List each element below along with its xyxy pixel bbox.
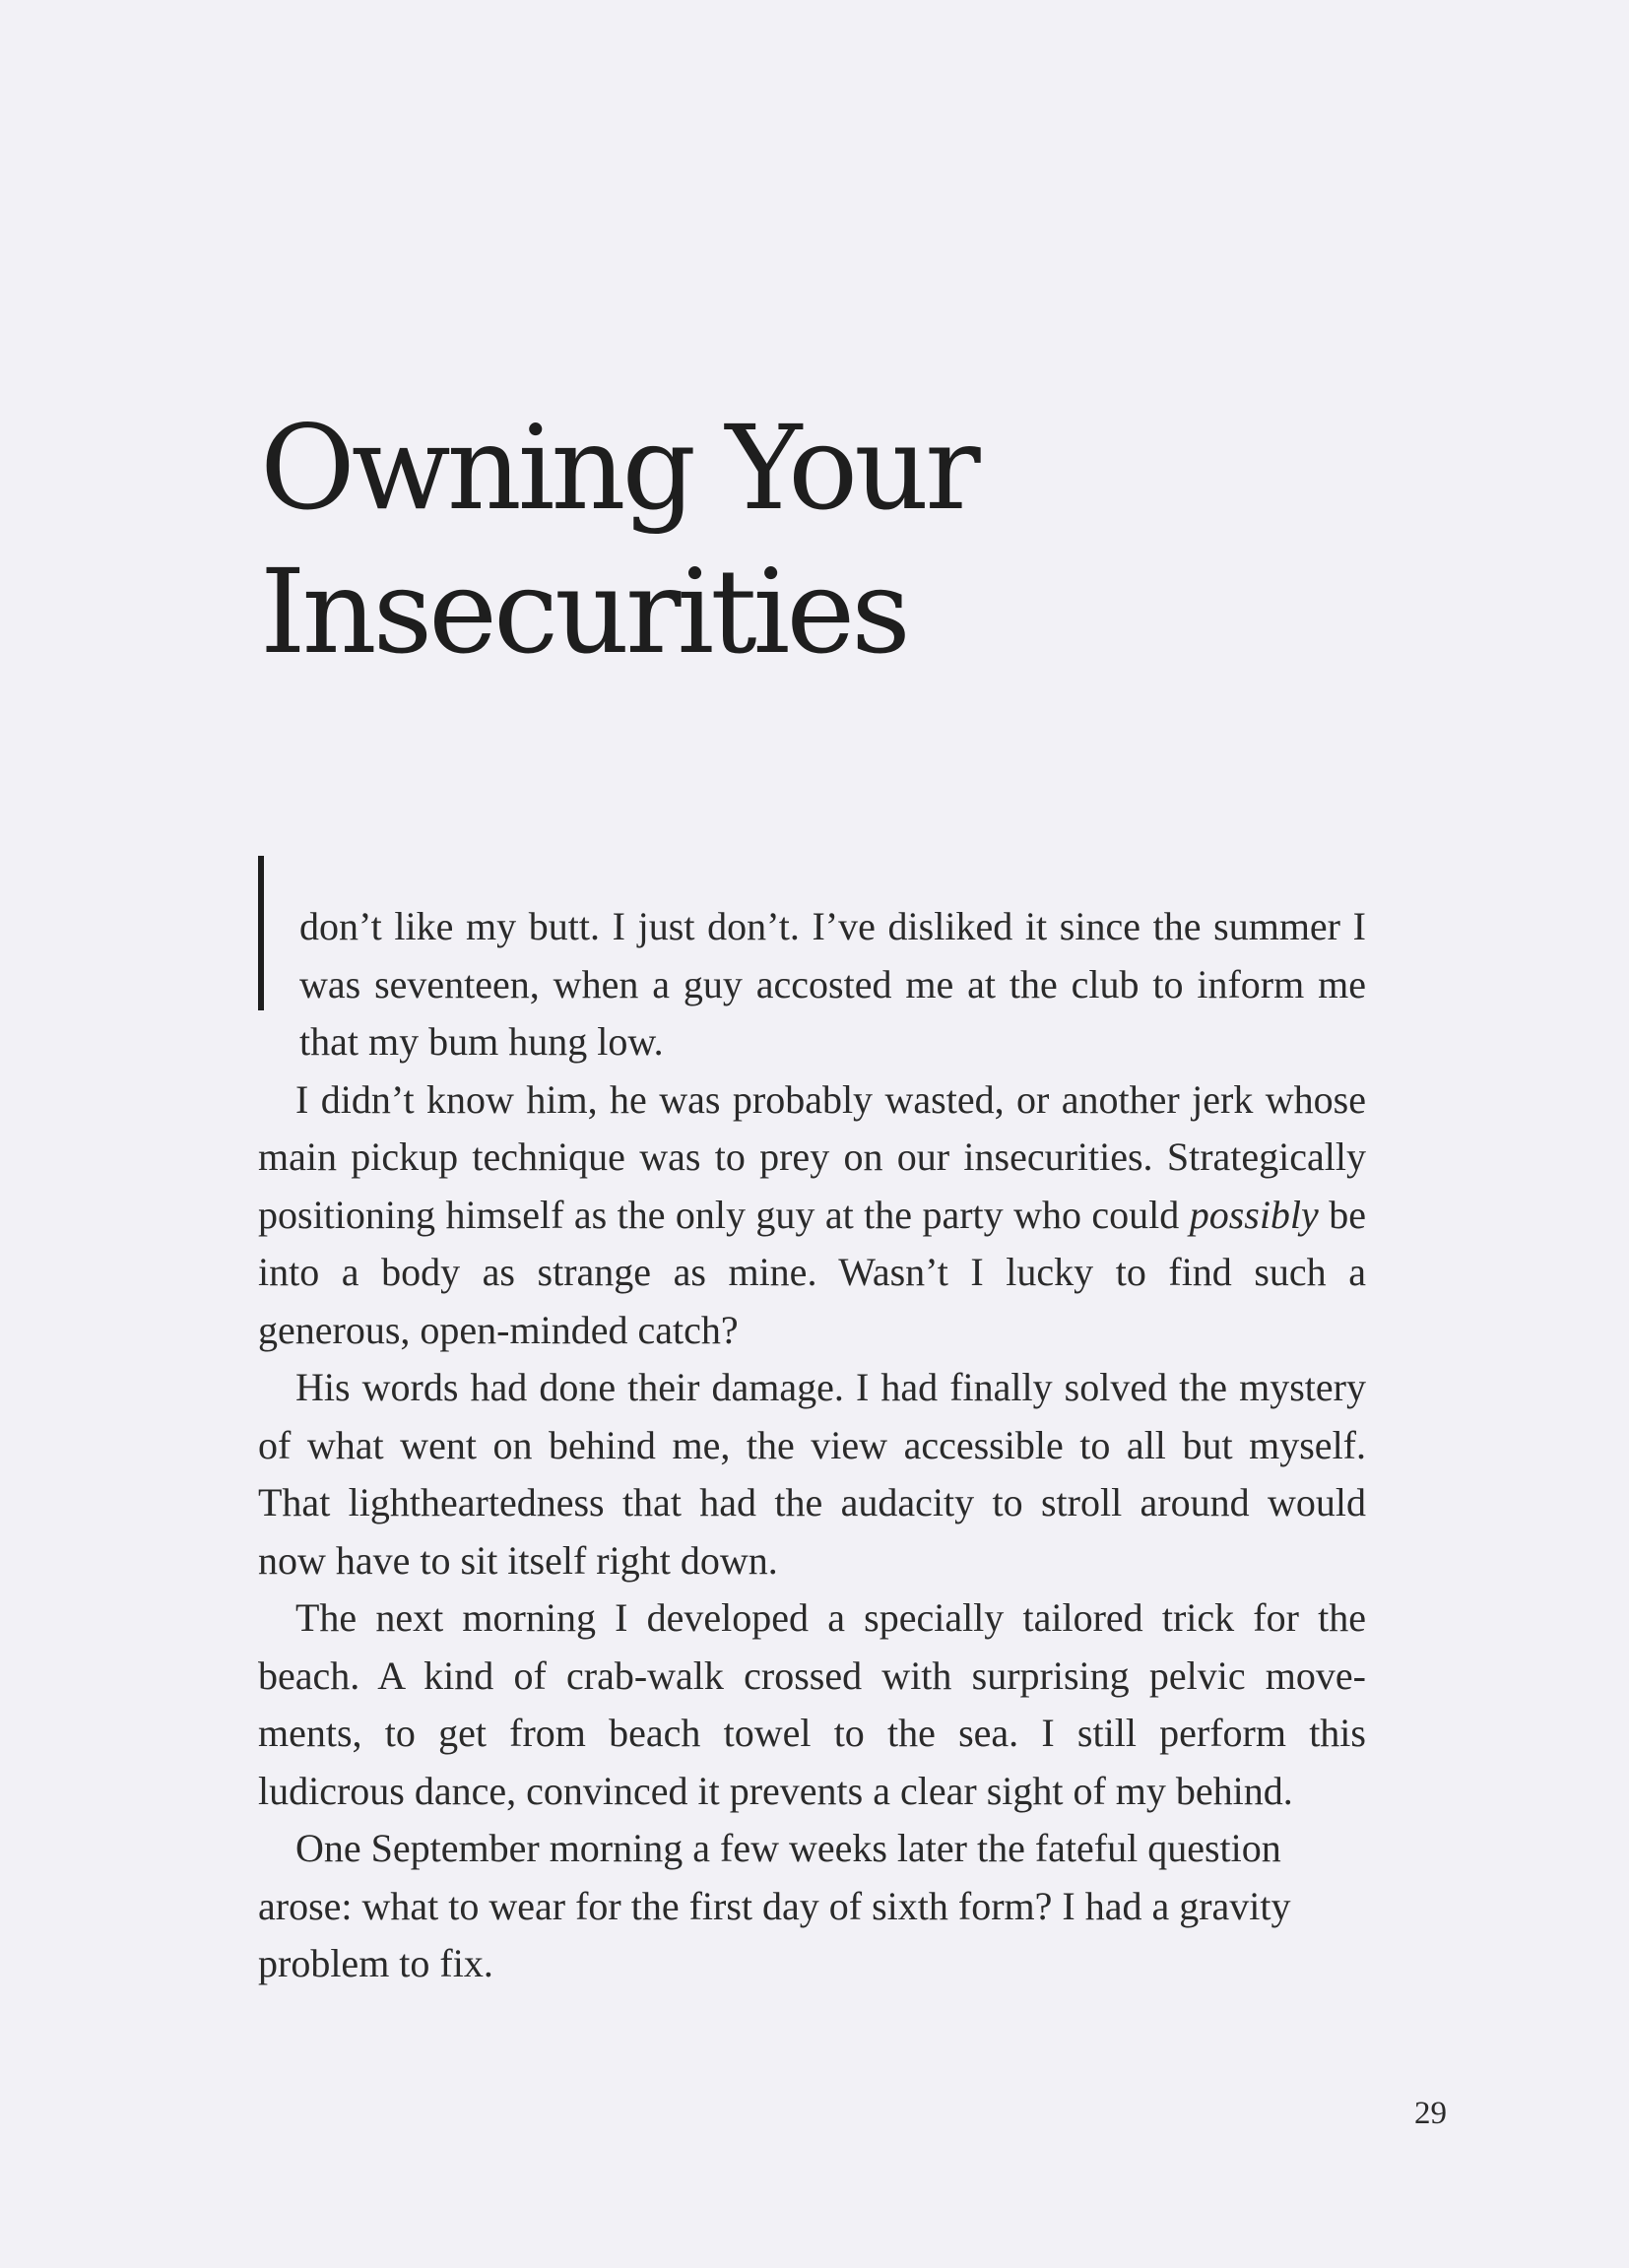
chapter-title-line-1: Owning Your [260, 400, 977, 536]
paragraph-3: His words had done their damage. I had finally solved the mystery of what went on behind me, the view accessible to all but myself. That lightheartedness that had the audacity to stroll around would now have to sit itself right down. [258, 1365, 1366, 1583]
paragraph-2-text-a: I didn’t know him, he was probably wasted, or another jerk whose main pickup technique was to prey on our insecurities. Strategically positioning himself as the only guy at the party who could [258, 1076, 1366, 1237]
paragraph-5: One September morning a few weeks later the fateful question arose: what to wear for the first day of sixth form? I had a gravity problem to fix. [258, 1826, 1291, 1985]
paragraph-2-text-b: be into a body as strange as mine. Wasn’t I lucky to find such a generous, open-minded catch? [258, 1192, 1366, 1352]
page-number: 29 [1414, 2096, 1447, 2131]
opening-paragraph [258, 898, 1366, 1071]
paragraph-4: The next morning I developed a specially tailored trick for the beach. A kind of crab-walk crossed with surprising pelvic move-ments, to get from beach towel to the sea. I still perform this ludicrous dance, convinced it prevents a clear sight of my behind. [258, 1595, 1366, 1813]
chapter-title [260, 396, 1343, 683]
paragraph-2-italic: possibly [1189, 1192, 1319, 1237]
drop-cap [258, 856, 264, 1010]
opening-paragraph-text: don’t like my butt. I just don’t. I’ve disliked it since the summer I was seventeen, when a guy accosted me at the club to inform me that my bum hung low. [299, 904, 1366, 1064]
paragraph-2 [258, 1071, 1366, 1360]
chapter-title-line-2: Insecurities [260, 544, 907, 680]
chapter-body [258, 898, 1366, 1993]
